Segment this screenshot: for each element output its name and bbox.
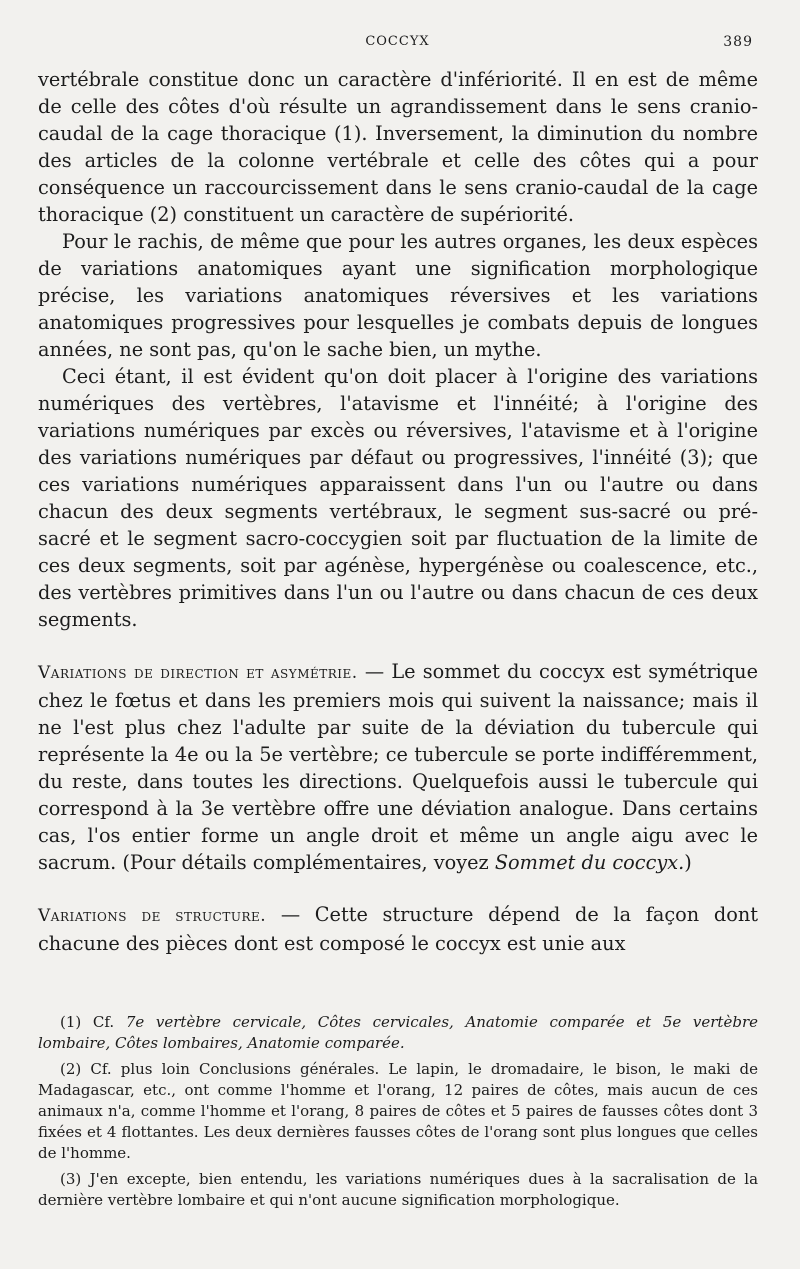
section-heading-direction: Variations de direction et asymétrie. [38,663,358,683]
paragraph-direction-tail: ) [684,851,692,874]
cross-reference: Sommet du coccyx. [494,851,685,874]
running-header [40,34,755,58]
footnote-2 [38,1059,758,1164]
paragraph-variations-direction [38,658,758,876]
paragraph-ceci-etant: Ceci étant, il est évident qu'on doit placer à l'origine des variations numériques des vertèbres, l'atavisme et l'innéité; à l'origine des variations numériques par excès ou réversives, l'atavisme et à l'origine des variations numériques par défaut ou progressives, l'innéité (3); que ces variations numériques apparaissent dans l'un ou l'autre ou dans chacun des deux segments vertébraux, le segment sus-sacré ou pré-sacré et le segment sacro-coccygien soit par fluctuation de la limite de ces deux segments, soit par agénèse, hypergénèse ou coalescence, etc., des vertèbres primitives dans l'un ou l'autre ou dans chacun de ces deux segments. [38,365,758,631]
footnotes [38,1012,758,1216]
running-title: COCCYX [365,34,430,49]
footnote-3-mark: (3) [60,1170,90,1188]
footnote-3 [38,1169,758,1211]
paragraph-structure-text: — Cette structure dépend de la façon dont chacune des pièces dont est composé le coccyx est unie aux [38,903,758,955]
paragraph-variations-structure [38,901,758,957]
main-text [38,66,758,957]
footnote-1 [38,1012,758,1054]
footnote-2-text: plus loin Conclusions générales. Le lapin, le dromadaire, le bison, le maki de Madagascar, etc., ont comme l'homme et l'orang, 12 paires de côtes, mais aucun de ces animaux n'a, comme l'homme et l'orang, 8 paires de côtes et 5 paires de fausses côtes dont 3 fixées et 4 flottantes. Les deux dernières fausses côtes de l'orang sont plus longues que celles de l'homme. [38,1060,759,1162]
footnote-2-mark: (2) Cf. [60,1060,121,1078]
paragraph-direction-text: — Le sommet du coccyx est symétrique chez le fœtus et dans les premiers mois qui suivent la naissance; mais il ne l'est plus chez l'adulte par suite de la déviation du tubercule qui représente la 4e ou la 5e vertèbre; ce tubercule se porte indifféremment, du reste, dans toutes les directions. Quelquefois aussi le tubercule qui correspond à la 3e vertèbre offre une déviation analogue. Dans certains cas, l'os entier forme un angle droit et même un angle aigu avec le sacrum. (Pour détails complémentaires, voyez [38,660,758,874]
page-number: 389 [723,34,753,50]
footnote-1-text: 7e vertèbre cervicale, Côtes cervicales, Anatomie comparée et 5e vertèbre lombaire, Côtes lombaires, Anatomie comparée. [38,1013,758,1052]
footnote-3-text: J'en excepte, bien entendu, les variations numériques dues à la sacralisation de la dernière vertèbre lombaire et qui n'ont aucune signification morphologique. [38,1170,759,1209]
paragraph-rachis: Pour le rachis, de même que pour les autres organes, les deux espèces de variations anatomiques ayant une signification morphologique précise, les variations anatomiques réversives et les variations anatomiques progressives pour lesquelles je combats depuis de longues années, ne sont pas, qu'on le sache bien, un mythe. [38,230,758,361]
paragraph-continuation: vertébrale constitue donc un caractère d'infériorité. Il en est de même de celle des côtes d'où résulte un agrandissement dans le sens cranio-caudal de la cage thoracique (1). Inversement, la diminution du nombre des articles de la colonne vertébrale et celle des côtes qui a pour conséquence un raccourcissement dans le sens cranio-caudal de la cage thoracique (2) constituent un caractère de supériorité. [38,68,758,226]
footnote-1-mark: (1) Cf. [60,1013,126,1031]
section-heading-structure: Variations de structure. [38,906,267,926]
